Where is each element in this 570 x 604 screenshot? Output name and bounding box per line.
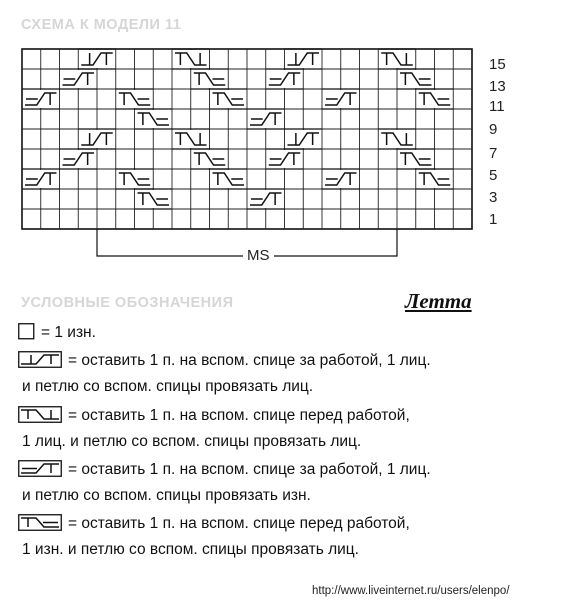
legend-item-line xyxy=(18,514,410,536)
source-url: http://www.liveinternet.ru/users/elenpo/ xyxy=(312,585,510,597)
row-number: 5 xyxy=(489,167,498,184)
legend-text: и петлю со вспом. спицы провязать лиц. xyxy=(22,378,314,395)
row-number: 7 xyxy=(489,145,498,162)
cable-symbol-purl-right xyxy=(135,189,173,209)
legend-symbol-empty-icon xyxy=(18,323,35,345)
legend-text: = 1 изн. xyxy=(41,324,96,341)
legend-item-line xyxy=(18,323,96,345)
brand-name: Летта xyxy=(405,289,472,313)
cable-symbol-knit-right xyxy=(172,49,210,69)
legend-text: 1 изн. и петлю со вспом. спицы провязать лиц. xyxy=(22,541,359,558)
cable-symbol-purl-right xyxy=(191,149,229,169)
cable-symbol-purl-left xyxy=(22,89,60,109)
row-number: 9 xyxy=(489,121,498,138)
legend-item-line xyxy=(18,432,361,451)
legend-symbol-knit-left-icon xyxy=(18,351,62,373)
cable-symbol-purl-left xyxy=(322,169,360,189)
legend-text: = оставить 1 п. на вспом. спице за работой, 1 лиц. xyxy=(68,352,431,369)
chart-grid xyxy=(0,0,570,290)
legend-text: = оставить 1 п. на вспом. спице перед работой, xyxy=(68,515,410,532)
legend-symbol-purl-right-icon xyxy=(18,514,62,536)
cable-symbol-purl-right xyxy=(191,69,229,89)
cable-symbol-purl-right xyxy=(116,169,154,189)
knitting-chart xyxy=(0,0,570,290)
cable-symbol-purl-left xyxy=(266,69,304,89)
repeat-label: MS xyxy=(243,248,274,263)
legend-item-line xyxy=(18,486,311,505)
row-number: 13 xyxy=(489,78,506,95)
cable-symbol-purl-left xyxy=(60,69,98,89)
cable-symbol-knit-right xyxy=(378,129,416,149)
cable-symbol-knit-left xyxy=(285,49,323,69)
cable-symbol-purl-right xyxy=(416,89,454,109)
cable-symbol-knit-right xyxy=(378,49,416,69)
chart-title: СХЕМА К МОДЕЛИ 11 xyxy=(21,17,182,33)
cable-symbol-purl-left xyxy=(322,89,360,109)
legend-text: = оставить 1 п. на вспом. спице за работой, 1 лиц. xyxy=(68,461,431,478)
cable-symbol-purl-right xyxy=(397,69,435,89)
legend-title: УСЛОВНЫЕ ОБОЗНАЧЕНИЯ xyxy=(21,295,234,311)
legend-item-line xyxy=(18,351,431,373)
cable-symbol-knit-left xyxy=(285,129,323,149)
legend-text: = оставить 1 п. на вспом. спице перед работой, xyxy=(68,407,410,424)
legend-text: и петлю со вспом. спицы провязать изн. xyxy=(22,487,311,504)
row-number: 11 xyxy=(489,98,505,115)
row-number: 3 xyxy=(489,189,498,206)
cable-symbol-purl-left xyxy=(266,149,304,169)
cable-symbol-purl-left xyxy=(247,109,285,129)
legend-symbol-purl-left-icon xyxy=(18,460,62,482)
legend-item-line xyxy=(18,406,410,428)
legend-text: 1 лиц. и петлю со вспом. спицы провязать лиц. xyxy=(22,433,362,450)
cable-symbol-purl-right xyxy=(397,149,435,169)
cable-symbol-knit-left xyxy=(78,129,116,149)
cable-symbol-purl-left xyxy=(22,169,60,189)
cable-symbol-purl-right xyxy=(210,169,248,189)
cable-symbol-purl-left xyxy=(247,189,285,209)
legend-symbol-knit-right-icon xyxy=(18,406,62,428)
cable-symbol-purl-right xyxy=(416,169,454,189)
legend-item-line xyxy=(18,460,431,482)
cable-symbol-purl-right xyxy=(135,109,173,129)
cable-symbol-knit-right xyxy=(172,129,210,149)
row-number: 1 xyxy=(489,211,498,228)
cable-symbol-purl-right xyxy=(210,89,248,109)
legend-item-line xyxy=(18,540,359,559)
cable-symbol-purl-right xyxy=(116,89,154,109)
legend-item-line xyxy=(18,377,313,396)
cable-symbol-knit-left xyxy=(78,49,116,69)
row-number: 15 xyxy=(489,56,506,73)
cable-symbol-purl-left xyxy=(60,149,98,169)
